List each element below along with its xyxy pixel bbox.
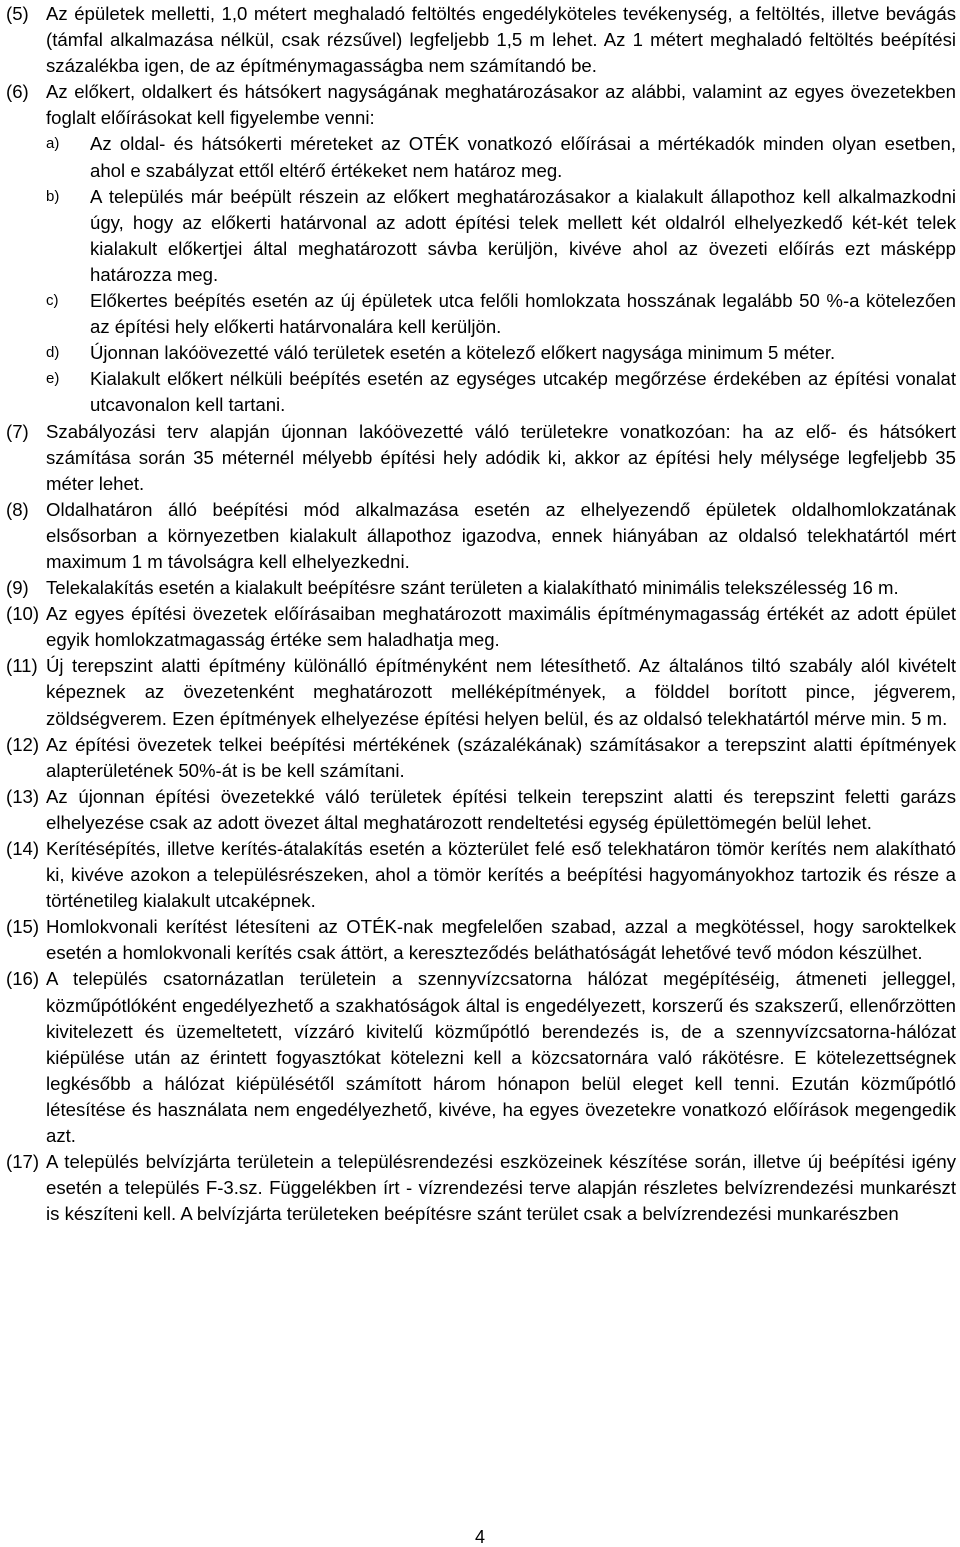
paragraph-text: Szabályozási terv alapján újonnan lakóövezetté váló területekre vonatkozóan: ha az elő- és hátsókert számítása során 35 méternél mélyebb építési hely adódik ki, akkor az építési hely mélysége legfeljebb 35 méter lehet. (46, 420, 956, 494)
list-item-e (46, 366, 956, 418)
paragraph-number: (7) (6, 420, 29, 442)
paragraph-text: Az építési övezetek telkei beépítési mértékének (százalékának) számításakor a terepszint alatti építmények alapterületének 50%-át is be kell számítani. (46, 733, 956, 781)
paragraph-8 (6, 497, 956, 575)
list-item-letter: c) (46, 292, 59, 310)
list-item-letter: a) (46, 135, 60, 153)
paragraph-number: (9) (6, 577, 29, 599)
paragraph-15 (6, 914, 956, 966)
paragraph-number: (5) (6, 3, 29, 24)
paragraph-17 (6, 1149, 956, 1227)
paragraph-text: Az épületek melletti, 1,0 métert meghaladó feltöltés engedélyköteles tevékenység, a feltöltés, illetve bevágás (támfal alkalmazása nélkül, csak rézsűvel) legfeljebb 1,5 m lehet. Az 1 métert meghaladó feltöltés beépítési százalékba igen, de az építménymagasságba nem számítandó be. (46, 3, 956, 77)
paragraph-12 (6, 732, 956, 784)
list-item-a (46, 131, 956, 183)
list-item-text: Újonnan lakóövezetté váló területek esetén a kötelező előkert nagysága minimum 5 méter. (90, 342, 836, 364)
paragraph-number: (6) (6, 81, 29, 103)
paragraph-number: (13) (6, 785, 40, 807)
paragraph-number: (15) (6, 916, 40, 938)
paragraph-text: Az újonnan építési övezetekké váló területek építési telkein terepszint alatti és terepszint feletti garázs elhelyezése csak az adott övezet által meghatározott rendeltetési egység épülettömegén belül lehet. (46, 785, 956, 833)
document-body (6, 1, 956, 1227)
list-item-text: Előkertes beépítés esetén az új épületek utca felőli homlokzata hosszának legalább 50 %-a kötelezően az építési hely előkerti határvonalára kell kerüljön. (90, 290, 956, 338)
list-item-text: A település már beépült részein az előkert meghatározásakor a kialakult állapothoz kell alkalmazkodni úgy, hogy az előkerti határvonal az adott építési telek mellett két oldalról elhelyezkedő két-két telek kialakult előkertjei által meghatározott sávba kerüljön, kivéve ahol az övezeti előírás ezt másképp határozza meg. (90, 185, 956, 285)
paragraph-text: Telekalakítás esetén a kialakult beépítésre szánt területen a kialakítható minimális telekszélesség 16 m. (46, 577, 899, 599)
page-number: 4 (474, 1527, 485, 1547)
paragraph-number: (10) (6, 603, 40, 625)
paragraph-9 (6, 575, 956, 601)
paragraph-6 (6, 79, 956, 131)
paragraph-text: A település csatornázatlan területein a szennyvízcsatorna hálózat megépítéséig, átmeneti jelleggel, közműpótlóként engedélyezhető a szakhatóságok által is engedélyezett, korszerű és szakszerű, ellenőrzötten kivitelezett és üzemeltetett, vízzáró kivitelű közműpótló berendezés is, de a szennyvízcsatorna-hálózat kiépülése után az érintett fogyasztókat kötelezni kell a közcsatornára való rákötésre. E kötelezettségnek legkésőbb a hálózat kiépülésétől számított három hónapon belül eleget kell tenni. Ezután közműpótló létesítése és használata nem engedélyezhető, kivéve, ha egyes övezetekre vonatkozó előírások megengedik azt. (46, 968, 956, 1147)
paragraph-number: (11) (6, 655, 38, 677)
paragraph-7 (6, 419, 956, 497)
list-item-letter: e) (46, 370, 60, 388)
paragraph-text: Az egyes építési övezetek előírásaiban meghatározott maximális építménymagasság értékét az adott épület egyik homlokzatmagasság értéke sem haladhatja meg. (46, 603, 956, 651)
paragraph-16 (6, 966, 956, 1149)
paragraph-text: Kerítésépítés, illetve kerítés-átalakítás esetén a közterület felé eső telekhatáron tömör kerítés nem alakítható ki, kivéve azokon a településrészeken, ahol a tömör kerítés a beépítési hagyományokhoz tartozik és része a történetileg kialakult utcaképnek. (46, 838, 956, 912)
paragraph-text: A település belvízjárta területein a településrendezési eszközeinek készítése során, illetve új beépítési igény esetén a település F-3.sz. Függelékben írt - vízrendezési terve alapján részletes belvízrendezési munkarészt is készíteni kell. A belvízjárta területeken beépítésre szánt terület csak a belvízrendezési munkarészben (46, 1151, 956, 1225)
paragraph-14 (6, 836, 956, 914)
list-item-letter: d) (46, 344, 60, 362)
paragraph-5 (6, 1, 956, 79)
list-item-d (46, 340, 956, 366)
paragraph-text: Új terepszint alatti építmény különálló építményként nem létesíthető. Az általános tiltó szabály alól kivételt képeznek az övezetenként meghatározott melléképítmények, a földdel borított pince, jégverem, zöldségverem. Ezen építmények elhelyezése építési helyen belül, és az oldalsó telekhatártól mérve min. 5 m. (46, 655, 956, 729)
paragraph-text: Homlokvonali kerítést létesíteni az OTÉK-nak megfelelően szabad, azzal a megkötéssel, hogy saroktelkek esetén a homlokvonali kerítés csak áttört, a kereszteződés beláthatóságát lehetővé tevő módon készülhet. (46, 916, 956, 964)
list-item-text: Kialakult előkert nélküli beépítés esetén az egységes utcakép megőrzése érdekében az építési vonalat utcavonalon kell tartani. (90, 368, 956, 416)
list-item-c (46, 288, 956, 340)
paragraph-number: (12) (6, 733, 40, 755)
paragraph-10 (6, 601, 956, 653)
list-item-b (46, 184, 956, 288)
paragraph-number: (8) (6, 498, 29, 520)
paragraph-text: Oldalhatáron álló beépítési mód alkalmazása esetén az elhelyezendő épületek oldalhomlokzatának elsősorban a környezetben kialakult állapothoz igazodva, ennek hiányában az oldalsó telekhatártól mért maximum 1 m távolságra kell elhelyezkedni. (46, 498, 956, 572)
list-item-letter: b) (46, 187, 60, 205)
paragraph-number: (17) (6, 1151, 40, 1173)
list-item-text: Az oldal- és hátsókerti méreteket az OTÉK vonatkozó előírásai a mértékadók minden olyan esetben, ahol e szabályzat ettől eltérő értékeket nem határoz meg. (90, 133, 956, 181)
paragraph-number: (14) (6, 838, 40, 859)
paragraph-text: Az előkert, oldalkert és hátsókert nagyságának meghatározásakor az alábbi, valamint az egyes övezetekben foglalt előírásokat kell figyelembe venni: (46, 81, 956, 129)
paragraph-number: (16) (6, 968, 40, 990)
paragraph-11 (6, 653, 956, 731)
paragraph-13 (6, 784, 956, 836)
